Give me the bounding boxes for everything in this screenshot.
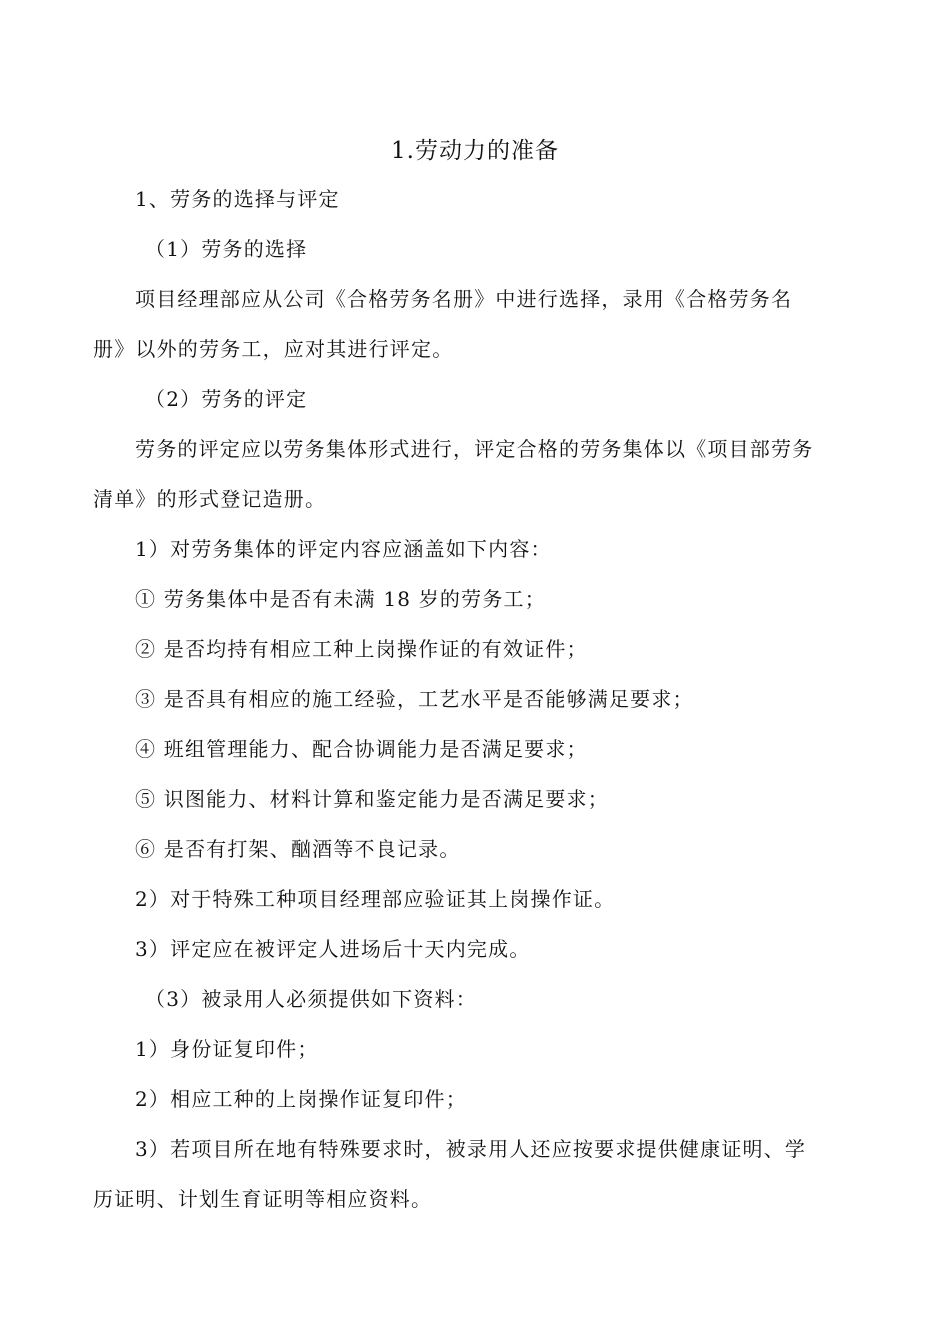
list-item: ① 劳务集体中是否有未满 18 岁的劳务工； [135,587,546,611]
section-title: 1.劳动力的准备 [391,138,559,164]
list-item: 1）身份证复印件； [135,1037,319,1061]
paragraph-line: 2）对于特殊工种项目经理部应验证其上岗操作证。 [135,887,616,911]
list-item: ⑤ 识图能力、材料计算和鉴定能力是否满足要求； [135,787,609,811]
paragraph-line: 清单》的形式登记造册。 [93,487,327,511]
list-item: ② 是否均持有相应工种上岗操作证的有效证件； [135,637,588,661]
subheading-selection: （1）劳务的选择 [145,237,308,261]
paragraph-line: 册》以外的劳务工，应对其进行评定。 [93,337,454,361]
list-item: ④ 班组管理能力、配合协调能力是否满足要求； [135,737,588,761]
list-heading: 1）对劳务集体的评定内容应涵盖如下内容： [135,537,552,561]
paragraph-line: 3）若项目所在地有特殊要求时，被录用人还应按要求提供健康证明、学 [135,1137,807,1161]
list-item: 2）相应工种的上岗操作证复印件； [135,1087,467,1111]
paragraph-line: 3）评定应在被评定人进场后十天内完成。 [135,937,531,961]
subheading-documents: （3）被录用人必须提供如下资料： [145,987,477,1011]
list-item: ⑥ 是否有打架、酗酒等不良记录。 [135,837,461,861]
paragraph-line: 历证明、计划生育证明等相应资料。 [93,1187,433,1211]
paragraph-line: 项目经理部应从公司《合格劳务名册》中进行选择，录用《合格劳务名 [135,287,793,311]
paragraph-line: 劳务的评定应以劳务集体形式进行，评定合格的劳务集体以《项目部劳务 [135,437,814,461]
subheading-evaluation: （2）劳务的评定 [145,387,308,411]
list-item: ③ 是否具有相应的施工经验，工艺水平是否能够满足要求； [135,687,694,711]
heading-1: 1、劳务的选择与评定 [135,187,340,211]
